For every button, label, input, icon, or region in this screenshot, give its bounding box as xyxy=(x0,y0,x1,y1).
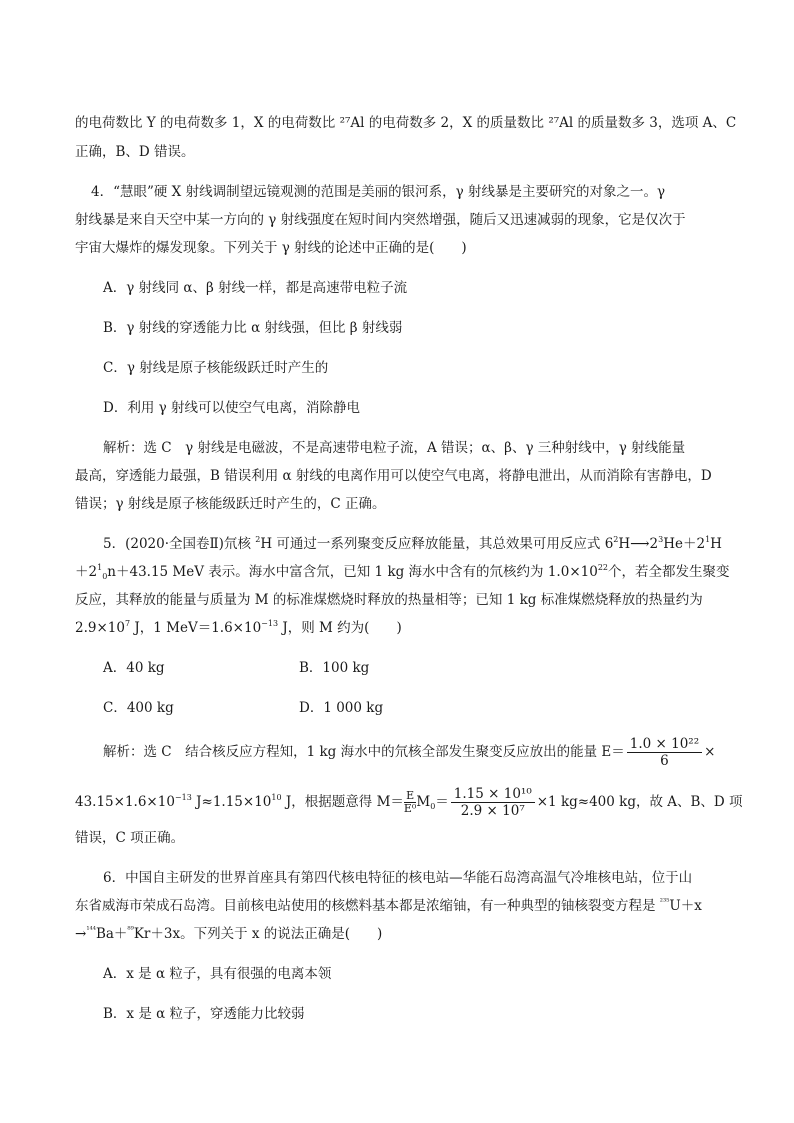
answer-5-line-2: $43.15\times 1.6\times 10^{-13}$ $J\approx 1.15\times 10^{10}$ J，根据题意得 M＝ $\frac{E}{\text{E⁰}}$ $M_0=$ $\frac{\text{1.15 × 10¹⁰}}{\text{2.9 × 10⁷}}$ ×1 kg≈400 kg，故 A、B、D 项 xyxy=(75,786,743,819)
question-6-line-1: 6．中国自主研发的世界首座具有第四代核电特征的核电站—华能石岛湾高温气冷堆核电站，位于山 xyxy=(103,870,693,886)
question-5-line-2: $+2^1_0n+43.15$ MeV 表示。海水中富含氘，已知 1 kg 海水中含有的氘核约为 $1.0\times 10^{22}$个，若全都发生聚变 xyxy=(75,563,730,581)
question-4-option-b: B．γ 射线的穿透能力比 α 射线强，但比 β 射线弱 xyxy=(103,320,403,336)
question-5-option-d: D．1 000 kg xyxy=(299,700,384,716)
question-5-line-3: 反应，其释放的能量与质量为 M 的标准煤燃烧时释放的热量相等；已知 1 kg 标准煤燃烧释放的热量约为 xyxy=(75,592,703,608)
answer-4-line-1: 解析：选 C γ 射线是电磁波，不是高速带电粒子流，A 错误；α、β、γ 三种射线中，γ 射线能量 xyxy=(103,440,686,456)
question-6-option-b: B．x 是 α 粒子，穿透能力比较弱 xyxy=(103,1006,305,1022)
question-5-option-a: A．40 kg xyxy=(103,660,165,676)
prev-answer-line-2: 正确，B、D 错误。 xyxy=(75,144,195,160)
prev-answer-line-1: 的电荷数比 Y 的电荷数多 1，X 的电荷数比 ²⁷Al 的电荷数多 2，X 的质量数比 ²⁷Al 的质量数多 3，选项 A、C xyxy=(75,115,737,131)
question-4-option-d: D．利用 γ 射线可以使空气电离，消除静电 xyxy=(103,400,360,416)
answer-4-line-3: 错误；γ 射线是原子核能级跃迁时产生的，C 正确。 xyxy=(75,496,386,512)
answer-5-line-1: 解析：选 C 结合核反应方程知，1 kg 海水中的氘核全部发生聚变反应放出的能量 E＝ $\frac{\text{1.0 × 10²²}}{6}$ × xyxy=(103,736,716,769)
question-5-option-b: B．100 kg xyxy=(299,660,370,676)
answer-4-line-2: 最高，穿透能力最强，B 错误利用 α 射线的电离作用可以使空气电离，将静电泄出，从而消除有害静电，D xyxy=(75,468,712,484)
question-6-line-3: →$^{^{144}}$Ba＋$^{^{89}}$Kr＋3x。下列关于 x 的说法正确是( ) xyxy=(75,925,383,942)
question-5-line-4: $2.9\times 10^7$ J，1 $MeV=1.6\times 10^{-13}$ J，则 M 约为( ) xyxy=(75,619,402,636)
question-5-line-1: 5．(2020·全国卷Ⅱ)氘核 $^2$H 可通过一系列聚变反应释放能量，其总效果可用反应式 $6^2H⟶2^3He+2^1H$ xyxy=(103,535,722,552)
question-6-line-2: 东省威海市荣成石岛湾。目前核电站使用的核燃料基本都是浓缩铀，有一种典型的铀核裂变方程是 $^{^{235}}$U＋x xyxy=(75,897,702,914)
question-4-option-a: A．γ 射线同 α、β 射线一样，都是高速带电粒子流 xyxy=(103,280,408,296)
question-6-option-a: A．x 是 α 粒子，具有很强的电离本领 xyxy=(103,966,332,982)
question-4-option-c: C．γ 射线是原子核能级跃迁时产生的 xyxy=(103,360,329,376)
question-4-line-2: 射线暴是来自天空中某一方向的 γ 射线强度在短时间内突然增强，随后又迅速减弱的现象，它是仅次于 xyxy=(75,212,686,228)
question-4-line-1: 4．“慧眼”硬 X 射线调制望远镜观测的范围是美丽的银河系，γ 射线暴是主要研究的对象之一。γ xyxy=(91,184,666,200)
fraction-e-over-e0: $\frac{E}{\text{E⁰}}$ xyxy=(403,789,417,815)
answer-5-line-3: 错误，C 项正确。 xyxy=(75,830,185,846)
question-4-line-3: 宇宙大爆炸的爆发现象。下列关于 γ 射线的论述中正确的是( ) xyxy=(75,240,467,256)
fraction-energy: $\frac{\text{1.0 × 10²²}}{6}$ xyxy=(627,736,702,769)
fraction-mass: $\frac{\text{1.15 × 10¹⁰}}{\text{2.9 × 10⁷}}$ xyxy=(451,786,535,819)
question-5-option-c: C．400 kg xyxy=(103,700,174,716)
